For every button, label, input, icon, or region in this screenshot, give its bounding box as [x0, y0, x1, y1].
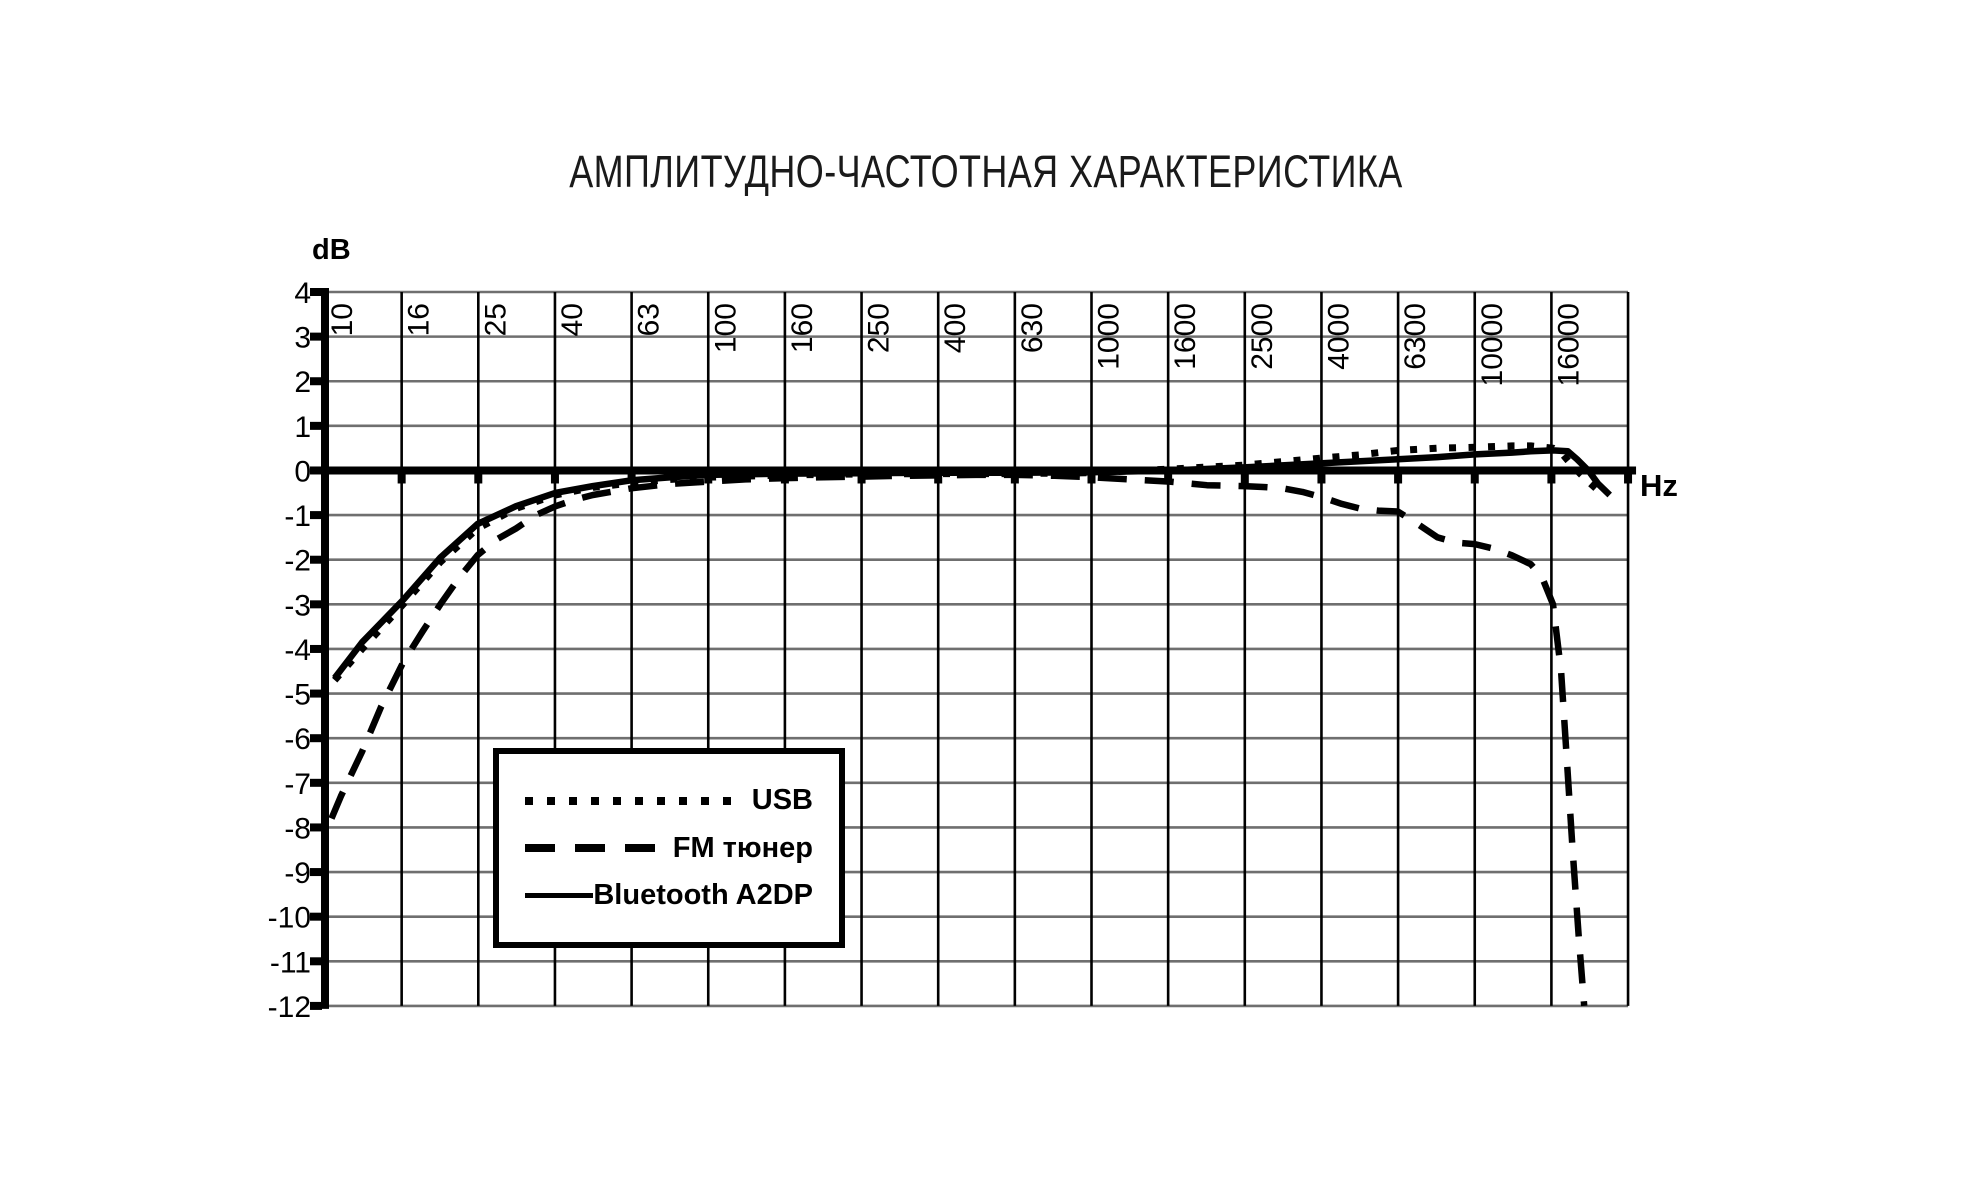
x-tick-label: 6300: [1399, 303, 1433, 370]
legend-item-fm-tuner: [525, 832, 813, 865]
solid-line-sample: [525, 893, 593, 898]
y-tick-label: -7: [284, 767, 311, 801]
legend-label: Bluetooth A2DP: [593, 879, 813, 911]
x-tick-label: 160: [785, 303, 819, 354]
x-tick-label: 16000: [1552, 303, 1586, 387]
legend: [493, 748, 845, 948]
y-tick-label: -8: [284, 812, 311, 846]
dashed-line-sample: [525, 844, 673, 852]
x-tick-label: 25: [479, 303, 513, 337]
x-tick-label: 63: [632, 303, 666, 337]
y-tick-label: -9: [284, 857, 311, 891]
legend-item-usb: [525, 784, 813, 817]
series-line-bluetooth-a2dp: [335, 450, 1610, 678]
y-tick-label: -2: [284, 544, 311, 578]
legend-label: USB: [751, 784, 813, 816]
x-axis-unit-label: Hz: [1640, 468, 1678, 503]
y-tick-label: -5: [284, 678, 311, 712]
x-tick-label: 16: [402, 303, 436, 337]
y-tick-label: -10: [267, 901, 311, 935]
y-tick-label: -4: [284, 633, 311, 667]
x-tick-label: 630: [1015, 303, 1049, 354]
y-tick-label: 0: [294, 455, 311, 489]
y-tick-label: -1: [284, 500, 311, 534]
y-tick-label: 2: [294, 366, 311, 400]
legend-label: FM тюнер: [672, 831, 813, 864]
y-tick-label: -12: [267, 990, 311, 1024]
x-tick-label: 250: [862, 303, 896, 354]
x-tick-label: 100: [709, 303, 743, 354]
x-tick-label: 4000: [1322, 303, 1356, 370]
y-tick-label: -3: [284, 589, 311, 623]
dotted-line-sample: [525, 797, 743, 805]
x-tick-label: 1600: [1169, 303, 1203, 370]
legend-item-bluetooth-a2dp: [525, 879, 813, 912]
y-tick-labels: [268, 277, 311, 1024]
x-tick-label: 10000: [1475, 303, 1509, 387]
x-tick-label: 400: [939, 303, 973, 354]
y-tick-label: 4: [294, 277, 311, 310]
y-tick-label: -6: [284, 723, 311, 757]
y-tick-label: 1: [294, 410, 311, 444]
chart-title: АМПЛИТУДНО-ЧАСТОТНАЯ ХАРАКТЕРИСТИКА: [568, 146, 1403, 197]
y-axis-unit-label: dB: [312, 234, 351, 266]
series-line-usb: [335, 446, 1606, 680]
x-tick-labels: [326, 303, 1585, 386]
x-tick-label: 10: [326, 303, 359, 337]
x-tick-label: 2500: [1245, 303, 1279, 370]
y-tick-label: -11: [269, 946, 311, 980]
x-tick-label: 40: [555, 303, 589, 337]
x-tick-label: 1000: [1092, 303, 1126, 370]
y-tick-label: 3: [294, 321, 311, 355]
